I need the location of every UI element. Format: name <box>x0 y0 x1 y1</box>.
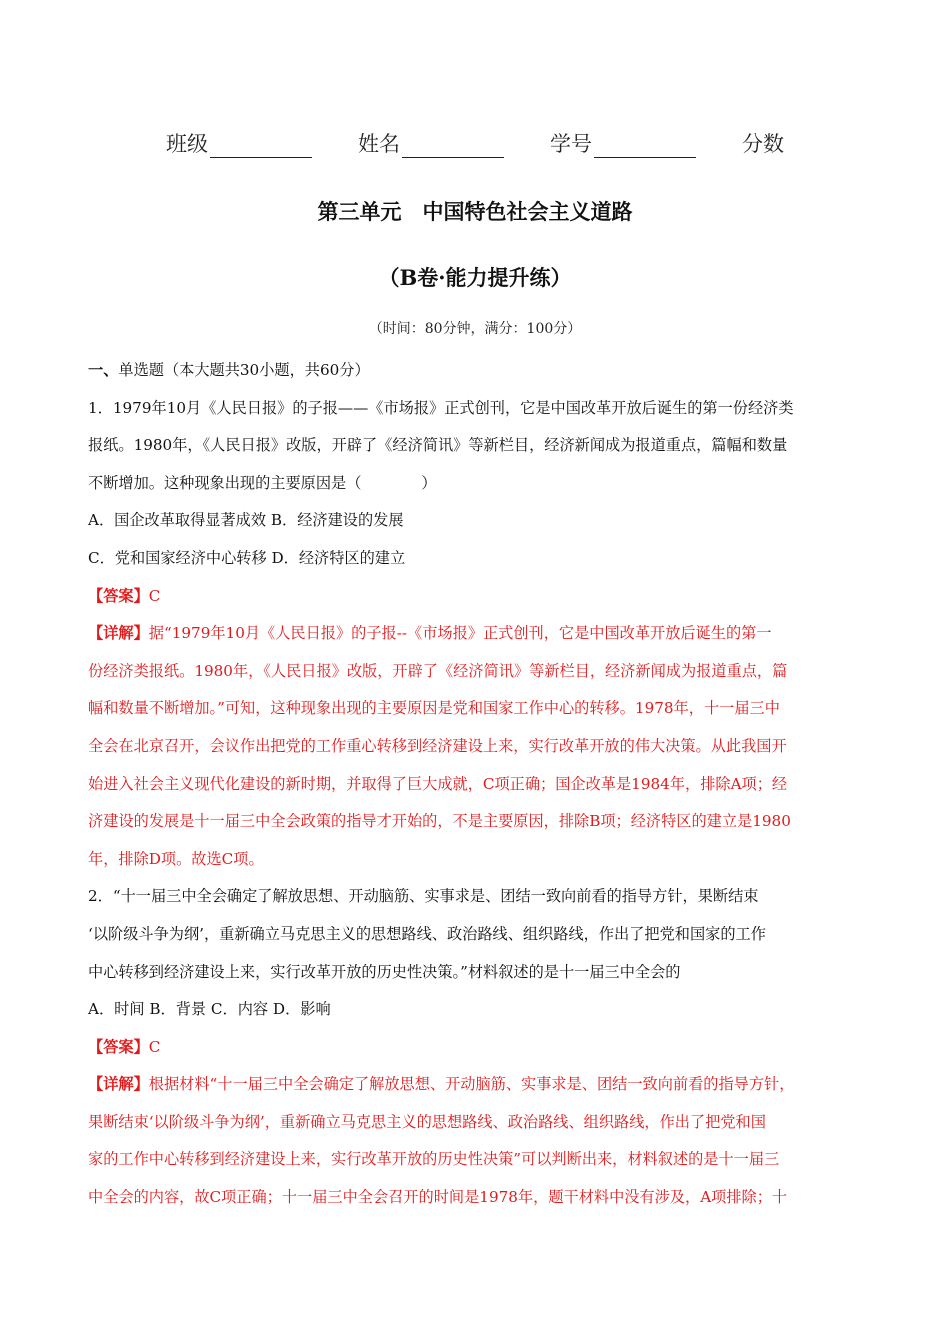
question-1-detail-line-7: 年，排除D项。故选C项。 <box>88 849 264 868</box>
question-2-detail-line-3: 家的工作中心转移到经济建设上来，实行改革开放的历史性决策”可以判断出来，材料叙述的是十一届三 <box>88 1150 780 1169</box>
section-heading <box>88 352 864 390</box>
question-2-answer-value: C <box>148 1037 161 1056</box>
time-note: （时间：80分钟，满分：100分） <box>368 321 582 337</box>
question-2-stem-line-1: 2．“十一届三中全会确定了解放思想、开动脑筋、实事求是、团结一致向前看的指导方针，果断结束 <box>88 887 759 906</box>
section-heading-text: 单选题（本大题共30小题，共60分） <box>118 361 370 379</box>
question-1-stem-text: 不断增加。这种现象出现的主要原因是（ <box>88 473 362 492</box>
question-1-detail-line-6: 济建设的发展是十一届三中全会政策的指导才开始的，不是主要原因，排除B项；经济特区的建立是1980 <box>88 812 791 831</box>
question-1-answer-value: C <box>148 586 161 605</box>
question-2-answer-label: 【答案】 <box>88 1037 149 1056</box>
question-2-stem-line-2: ‘以阶级斗争为纲’，重新确立马克思主义的思想路线、政治路线、组织路线，作出了把党和国家的工作 <box>88 924 766 943</box>
section-number: 一、 <box>88 361 119 379</box>
name-blank-line <box>402 135 504 158</box>
question-1-detail-label: 【详解】 <box>88 624 149 643</box>
question-1-option-line-2: C．党和国家经济中心转移 D．经济特区的建立 <box>88 548 406 567</box>
question-1-detail-line-3: 幅和数量不断增加。”可知，这种现象出现的主要原因是党和国家工作中心的转移。1978年，十一届三中 <box>88 699 780 718</box>
question-2-detail-text-1: 根据材料“十一届三中全会确定了解放思想、开动脑筋、实事求是、团结一致向前看的指导方针， <box>148 1075 795 1094</box>
question-1-answer-label: 【答案】 <box>88 586 149 605</box>
student-id-blank-line <box>594 135 696 158</box>
question-1-stem-line-1: 1．1979年10月《人民日报》的子报——《市场报》正式创刊，它是中国改革开放后诞生的第一份经济类 <box>88 398 794 417</box>
question-2-option-line-1: A．时间 B．背景 C．内容 D．影响 <box>88 1000 331 1019</box>
question-1-stem-end: ） <box>421 473 437 492</box>
question-2-answer <box>88 1029 864 1067</box>
score-field <box>742 128 784 158</box>
question-2-detail-line-2: 果断结束‘以阶级斗争为纲’，重新确立马克思主义的思想路线、政治路线、组织路线，作出了把党和国 <box>88 1112 766 1131</box>
student-id-field <box>550 128 696 158</box>
class-blank-line <box>210 135 312 158</box>
question-1-stem-line-2: 报纸。1980年，《人民日报》改版，开辟了《经济简讯》等新栏目，经济新闻成为报道重点，篇幅和数量 <box>88 436 788 455</box>
question-1-detail-line-4: 全会在北京召开，会议作出把党的工作重心转移到经济建设上来，实行改革开放的伟大决策。从此我国开 <box>88 736 787 755</box>
student-id-label: 学号 <box>550 132 592 156</box>
question-1-detail-text-1: 据“1979年10月《人民日报》的子报--《市场报》正式创刊，它是中国改革开放后诞生的第一 <box>148 624 772 643</box>
unit-title: 第三单元 中国特色社会主义道路 <box>317 199 633 224</box>
question-1-answer <box>88 578 864 616</box>
score-label: 分数 <box>742 132 784 156</box>
question-2-stem-line-3: 中心转移到经济建设上来，实行改革开放的历史性决策。”材料叙述的是十一届三中全会的 <box>88 962 681 981</box>
paper-subtitle: （B卷·能力提升练） <box>378 265 572 290</box>
question-1-detail-line-1 <box>88 615 864 653</box>
question-2-detail-line-1 <box>88 1066 864 1104</box>
name-label: 姓名 <box>358 132 400 156</box>
question-content <box>88 352 864 1217</box>
class-label: 班级 <box>166 132 208 156</box>
question-2-detail-line-4: 中全会的内容，故C项正确；十一届三中全会召开的时间是1978年，题干材料中没有涉及，A项排除；十 <box>88 1188 788 1207</box>
question-1-stem-line-3 <box>88 465 864 503</box>
name-field <box>358 128 504 158</box>
question-1-detail-line-5: 始进入社会主义现代化建设的新时期，并取得了巨大成就，C项正确；国企改革是1984年，排除A项；经 <box>88 774 788 793</box>
question-1-detail-line-2: 份经济类报纸。1980年，《人民日报》改版，开辟了《经济简讯》等新栏目，经济新闻成为报道重点，篇 <box>88 661 788 680</box>
question-1-option-line-1: A．国企改革取得显著成效 B．经济建设的发展 <box>88 511 404 530</box>
student-info-row <box>0 128 950 158</box>
question-2-detail-label: 【详解】 <box>88 1075 149 1094</box>
class-field <box>166 128 312 158</box>
